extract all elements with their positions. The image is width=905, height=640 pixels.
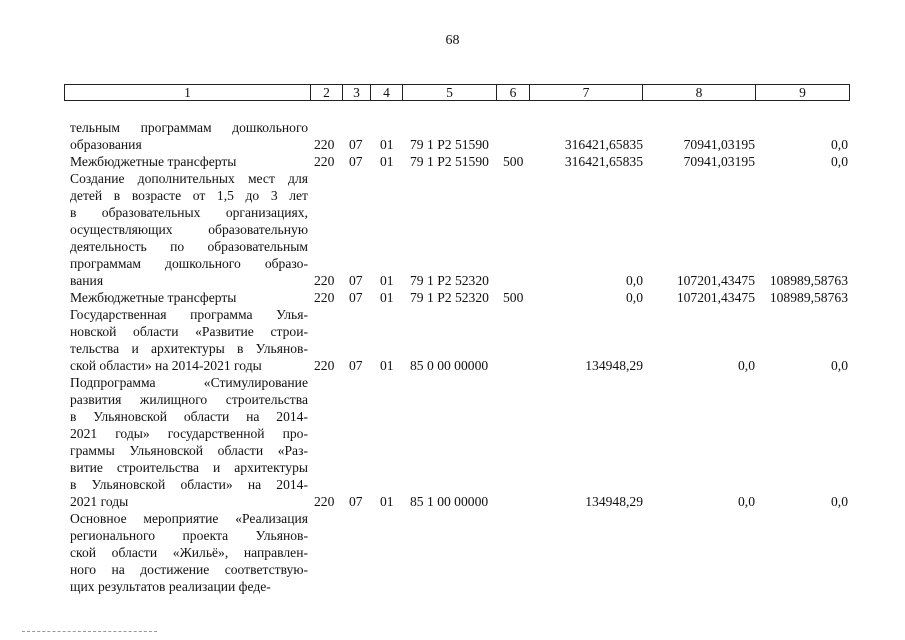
row-col-4: 01	[380, 290, 394, 305]
row-col-9: 108989,58763	[769, 273, 848, 288]
row-description: в Ульяновской области на 2014-	[70, 409, 308, 424]
row-col-7: 0,0	[626, 290, 643, 305]
page-number: 68	[445, 33, 460, 48]
row-description: детей в возрасте от 1,5 до 3 лет	[70, 188, 308, 203]
table-row	[0, 119, 905, 136]
row-description: образования	[70, 137, 142, 152]
table-row	[0, 561, 905, 578]
row-col-8: 107201,43475	[676, 273, 755, 288]
row-col-9: 0,0	[831, 358, 848, 373]
row-col-4: 01	[380, 494, 394, 509]
row-col-2: 220	[314, 154, 335, 169]
row-col-3: 07	[349, 273, 363, 288]
row-col-7: 0,0	[626, 273, 643, 288]
table-row	[0, 187, 905, 204]
table-row	[0, 476, 905, 493]
row-col-2: 220	[314, 494, 335, 509]
row-col-3: 07	[349, 290, 363, 305]
row-description: Основное мероприятие «Реализация	[70, 511, 308, 526]
row-description: Межбюджетные трансферты	[70, 290, 237, 305]
footer-divider	[22, 631, 157, 632]
row-col-3: 07	[349, 494, 363, 509]
row-col-5: 79 1 Р2 52320	[410, 290, 489, 305]
header-col-1: 1	[184, 85, 191, 100]
row-col-2: 220	[314, 358, 335, 373]
row-col-8: 70941,03195	[683, 137, 755, 152]
header-col-5: 5	[402, 85, 496, 100]
row-description: в Ульяновской области» на 2014-	[70, 477, 308, 492]
table-row	[0, 272, 905, 289]
table-row	[0, 238, 905, 255]
row-col-3: 07	[349, 154, 363, 169]
row-col-6: 500	[503, 290, 524, 305]
row-col-8: 70941,03195	[683, 154, 755, 169]
row-col-5: 79 1 Р2 52320	[410, 273, 489, 288]
row-col-5: 79 1 Р2 51590	[410, 137, 489, 152]
table-row	[0, 510, 905, 527]
header-col-8: 8	[642, 85, 755, 100]
row-col-3: 07	[349, 358, 363, 373]
row-col-2: 220	[314, 137, 335, 152]
table-row	[0, 357, 905, 374]
row-col-5: 79 1 Р2 51590	[410, 154, 489, 169]
row-col-6: 500	[503, 154, 524, 169]
table-row	[0, 544, 905, 561]
row-col-7: 316421,65835	[564, 137, 643, 152]
row-description: осуществляющих образовательную	[70, 222, 308, 237]
row-col-9: 0,0	[831, 137, 848, 152]
row-description: ного на достижение соответствую-	[70, 562, 308, 577]
row-description: программам дошкольного образо-	[70, 256, 308, 271]
row-description: тельным программам дошкольного	[70, 120, 308, 135]
table-row	[0, 170, 905, 187]
table-row	[0, 340, 905, 357]
row-description: в образовательных организациях,	[70, 205, 308, 220]
row-col-7: 134948,29	[585, 494, 643, 509]
row-description: деятельность по образовательным	[70, 239, 308, 254]
row-col-4: 01	[380, 137, 394, 152]
row-col-8: 107201,43475	[676, 290, 755, 305]
row-col-4: 01	[380, 358, 394, 373]
row-description: щих результатов реализации феде-	[70, 579, 271, 594]
table-row	[0, 204, 905, 221]
row-col-5: 85 0 00 00000	[410, 358, 489, 373]
table-row	[0, 408, 905, 425]
header-col-3: 3	[342, 85, 370, 100]
row-description: вания	[70, 273, 104, 288]
table-row	[0, 306, 905, 323]
header-col-9: 9	[755, 85, 849, 100]
table-row	[0, 442, 905, 459]
row-col-7: 134948,29	[585, 358, 643, 373]
row-description: ской области «Жильё», направлен-	[70, 545, 308, 560]
row-description: 2021 годы	[70, 494, 129, 509]
table-row	[0, 374, 905, 391]
row-col-7: 316421,65835	[564, 154, 643, 169]
table-row	[0, 153, 905, 170]
row-description: Создание дополнительных мест для	[70, 171, 308, 186]
row-description: тельства и архитектуры в Ульянов-	[70, 341, 308, 356]
table-header	[64, 84, 850, 101]
header-col-7: 7	[529, 85, 642, 100]
row-description: Государственная программа Улья-	[70, 307, 308, 322]
row-description: Межбюджетные трансферты	[70, 154, 237, 169]
row-description: регионального проекта Ульянов-	[70, 528, 308, 543]
header-col-6: 6	[496, 85, 529, 100]
table-row	[0, 289, 905, 306]
row-col-5: 85 1 00 00000	[410, 494, 489, 509]
table-row	[0, 323, 905, 340]
table-row	[0, 425, 905, 442]
row-col-4: 01	[380, 154, 394, 169]
row-col-9: 0,0	[831, 154, 848, 169]
row-col-8: 0,0	[738, 358, 755, 373]
row-description: Подпрограмма «Стимулирование	[70, 375, 308, 390]
table-row	[0, 391, 905, 408]
row-col-2: 220	[314, 290, 335, 305]
row-description: ской области» на 2014-2021 годы	[70, 358, 262, 373]
table-row	[0, 255, 905, 272]
table-row	[0, 578, 905, 595]
row-col-4: 01	[380, 273, 394, 288]
row-description: 2021 годы» государственной про-	[70, 426, 308, 441]
table-row	[0, 136, 905, 153]
table-row	[0, 459, 905, 476]
table-row	[0, 527, 905, 544]
row-description: граммы Ульяновской области «Раз-	[70, 443, 308, 458]
row-description: витие строительства и архитектуры	[70, 460, 308, 475]
header-col-2: 2	[310, 85, 342, 100]
row-col-9: 0,0	[831, 494, 848, 509]
row-col-9: 108989,58763	[769, 290, 848, 305]
row-col-3: 07	[349, 137, 363, 152]
row-description: развития жилищного строительства	[70, 392, 308, 407]
table-row	[0, 221, 905, 238]
row-col-2: 220	[314, 273, 335, 288]
header-col-4: 4	[370, 85, 402, 100]
row-col-8: 0,0	[738, 494, 755, 509]
table-row	[0, 493, 905, 510]
row-description: новской области «Развитие строи-	[70, 324, 308, 339]
